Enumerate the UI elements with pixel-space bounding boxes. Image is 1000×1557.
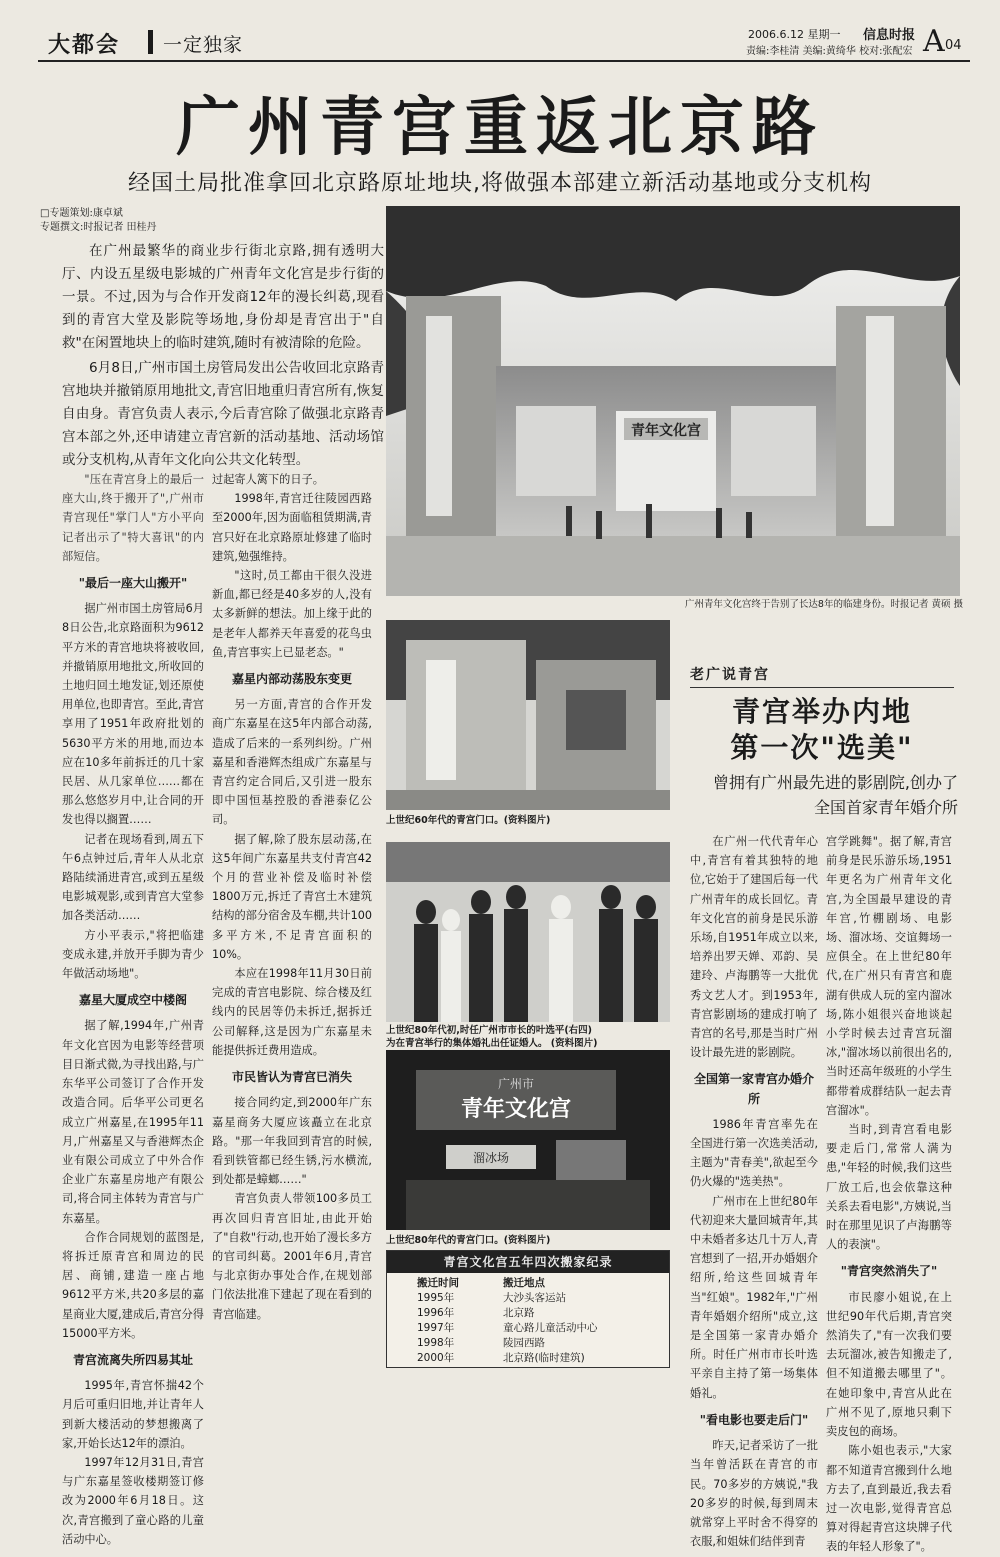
title-line: 第一次"选美" (730, 731, 914, 764)
lead-quote: "压在青宫身上的最后一座大山,终于搬开了",广州市青宫现任"掌门人"方小平向记者出示了"特大喜讯"的内部短信。 (62, 473, 204, 563)
table-cell: 1996年 (417, 1307, 455, 1319)
caption-line: 为在青宫举行的集体婚礼出任证婚人。 (资料图片) (386, 1038, 598, 1049)
relocation-table (386, 1250, 670, 1368)
paper-name: 信息时报 (863, 28, 916, 43)
text-column-2 (212, 470, 372, 1360)
body-paragraph: 过起寄人篱下的日子。 (212, 473, 324, 486)
table-cell: 北京路(临时建筑) (503, 1352, 585, 1364)
table-cell: 北京路 (503, 1307, 535, 1319)
section-heading: 嘉星内部动荡股东变更 (231, 672, 352, 687)
table-row (387, 1351, 669, 1366)
table-title: 青宫文化宫五年四次搬家纪录 (387, 1251, 669, 1273)
photo-caption (386, 1024, 670, 1050)
sidebar-kicker (690, 664, 954, 688)
body-paragraph: 据了解,除了股东层动荡,在这5年间广东嘉星共支付青宫42个月的营业补偿及临时补偿1800万元,拆迁了青宫土木建筑结构的部分宿舍及车棚,共计100多平方米,不足青宫面积的10%。 (212, 832, 372, 961)
masthead (38, 24, 970, 62)
body-paragraph: 1997年12月31日,青宫与广东嘉星签收楼期签订修改为2000年6月18日。这次,青宫搬到了童心路的儿童活动中心。 (62, 1455, 204, 1546)
body-paragraph: 昨天,记者采访了一批当年曾活跃在青宫的市民。70多岁的方姨说,"我20多岁的时候,每到周末就常穿上平时舍不得穿的衣服,和姐妹们结伴到青 (690, 1439, 818, 1549)
table-cell: 1998年 (417, 1337, 455, 1349)
article-intro (62, 240, 384, 474)
body-paragraph: 1998年,青宫迁往陵园西路至2000年,因为面临租赁期满,青宫只好在北京路原址修建了临时建筑,勉强维持。 (212, 492, 372, 563)
photo-caption: 上世纪60年代的青宫门口。(资料图片) (386, 815, 551, 826)
section-heading: "看电影也要走后门" (699, 1412, 809, 1427)
table-cell: 1995年 (417, 1292, 455, 1304)
section-heading: "青宫突然消失了" (840, 1264, 938, 1279)
body-paragraph: 方小平表示,"将把临建变成永建,并放开手脚为青少年做活动场地"。 (62, 928, 204, 981)
section-heading: 嘉星大厦成空中楼阁 (78, 993, 187, 1008)
section-subtitle: 一定独家 (163, 34, 244, 56)
credit-line: □专题策划:康卓斌 (40, 208, 123, 219)
text-column-1 (62, 470, 204, 1546)
section-heading: 全国第一家青宫办婚介所 (693, 1072, 814, 1106)
body-paragraph: 宫学跳舞"。据了解,青宫前身是民乐游乐场,1951年更名为广州青年文化宫,为全国最早建设的青年宫,竹棚剧场、电影场、溜冰场、交谊舞场一应俱全。在上世纪80年代,在广州只有青宫和鹿湖有供成人玩的室内溜冰场,陈小姐很兴奋地谈起小学时候去过青宫玩溜冰,"溜冰场以前很出名的,当时还高年级班的小学生都带着成群结队一起去青宫溜冰"。 (826, 835, 952, 1117)
table-header (387, 1273, 669, 1291)
credit-line: 专题撰文:时报记者 田桂丹 (40, 222, 157, 233)
issue-date: 2006.6.12 星期一 (748, 28, 841, 41)
section-name: 大都会 (48, 33, 121, 58)
table-cell: 陵园西路 (503, 1337, 545, 1349)
hall-sign: 青年文化宫 (631, 423, 701, 439)
body-paragraph: 在广州一代代青年心中,青宫有着其独特的地位,它始于了建国后每一代广州青年的成长回忆。青年文化宫的前身是民乐游乐场,自1951年成立以来,培养出罗天婵、邓韵、吴建玲、卢海鹏等一大批优秀文艺人才。到1953年,青宫影剧场的建成打响了青宫的名号,那是当时广州设计最先进的影剧院。 (690, 835, 818, 1060)
table-cell: 2000年 (417, 1352, 455, 1364)
intro-paragraph: 在广州最繁华的商业步行街北京路,拥有透明大厅、内设五星级电影城的广州青年文化宫是步行街的一景。不过,因为与合作开发商12年的漫长纠葛,现看到的青宫大堂及影院等场地,身份却是青宫出于"自救"在闲置地块上的临时建筑,随时有被清除的危险。 (62, 243, 384, 351)
caption-line: 上世纪80年代初,时任广州市市长的叶选平(右四) (386, 1025, 593, 1036)
article-credits (40, 207, 157, 235)
photo-1980s-wedding (386, 842, 670, 1022)
column-header: 搬迁地点 (503, 1277, 545, 1289)
sidebar-title (690, 694, 954, 766)
table-cell: 1997年 (417, 1322, 455, 1334)
body-paragraph: 青宫负责人带领100多员工再次回归青宫旧址,由此开始了"自救"行动,也开始了漫长多方的官司纠葛。2001年6月,青宫与北京街办事处合作,在规划部门依法批准下建起了现在看到的青宫临建。 (212, 1192, 372, 1321)
sidebar-column-1 (690, 832, 818, 1549)
page-number: 04 (945, 38, 962, 53)
table-row (387, 1336, 669, 1351)
body-paragraph: 陈小姐也表示,"大家都不知道青宫搬到什么地方去了,直到最近,我去看过一次电影,觉得青宫总算对得起青宫这块牌子代表的年轻人形象了"。 (826, 1444, 952, 1554)
photo-1980s-entrance (386, 1050, 670, 1230)
body-paragraph: 1995年,青宫怀揣42个月后可重归旧地,并让青年人到新大楼活动的梦想搬离了家,开始长达12年的漂泊。 (62, 1379, 204, 1450)
body-paragraph: 本应在1998年11月30日前完成的青宫电影院、综合楼及红线内的民居等仍未拆迁,据拆迁公司解释,这是因为广东嘉星未能提供拆迁费用造成。 (212, 967, 372, 1057)
photo-caption: 上世纪80年代的青宫门口。(资料图片) (386, 1235, 551, 1246)
table-row (387, 1321, 669, 1336)
sidebar-column-2 (826, 832, 952, 1554)
intro-paragraph: 6月8日,广州市国土房管局发出公告收回北京路青宫地块并撤销原用地批文,青宫旧地重归青宫所有,恢复自由身。青宫负责人表示,今后青宫除了做强北京路青宫本部之外,还申请建立青宫新的活动基地、活动场馆或分支机构,从青年文化向公共文化转型。 (62, 360, 384, 468)
body-paragraph: 接合同约定,到2000年广东嘉星商务大厦应该矗立在北京路。"那一年我回到青宫的时候,看到铁管都已经生锈,污水横流,到处都是蟑螂……" (212, 1096, 372, 1187)
body-paragraph: 记者在现场看到,周五下午6点钟过后,青年人从北京路陆续涌进青宫,或到五星级电影城观影,或到青宫大堂参加各类活动…… (62, 832, 204, 923)
table-cell: 童心路儿童活动中心 (503, 1322, 598, 1334)
body-paragraph: "这时,员工都由干很久没进新血,都已经是40多岁的人,没有太多新鲜的想法。加上缘于此的是老年人都养天年喜爱的花鸟虫鱼,青宫事实上已显老态。" (212, 569, 372, 659)
section-heading: 青宫流离失所四易其址 (72, 1352, 193, 1367)
page-letter: A (923, 24, 945, 59)
body-paragraph: 市民廖小姐说,在上世纪90年代后期,青宫突然消失了,"有一次我们要去玩溜冰,被告知搬走了,但不知道搬去哪里了"。在她印象中,青宫从此在广州不见了,原地只剩下卖皮包的商场。 (826, 1290, 952, 1439)
kicker-label: 老广说青宫 (690, 667, 770, 683)
table-cell: 大沙头客运站 (503, 1292, 566, 1304)
sidebar-subtitle: 曾拥有广州最先进的影剧院,创办了全国首家青年婚介所 (712, 773, 958, 817)
headline: 广州青宫重返北京路 (176, 90, 824, 165)
subheadline: 经国土局批准拿回北京路原址地块,将做强本部建立新活动基地或分支机构 (128, 171, 872, 196)
section-heading: 市民皆认为青宫已消失 (231, 1070, 352, 1085)
body-paragraph: 合作合同规划的蓝图是,将拆迁原青宫和周边的民居、商铺,建造一座占地9612平方米,共20多层的嘉星商业大厦,建成后,青宫分得15000平方米。 (62, 1230, 204, 1340)
column-header: 搬迁时间 (417, 1277, 459, 1289)
editor-credits: 责编:李桂清 美编:黄绮华 校对:张配宏 (746, 46, 913, 57)
body-paragraph: 据广州市国土房管局6月8日公告,北京路面积为9612平方米的青宫地块将被收回,并撤销原用地批文,所收回的土地归回土地发证,划还原使用单位,也即青宫。至此,青宫享用了1951年政府批划的5630平方米的用地,而边本应在10多年前拆迁的几十家民居、从几家单位……都在那么悠悠岁月中,让合同的开发也得以搁置…… (62, 602, 204, 827)
body-paragraph: 1986年青宫率先在全国进行第一次选美活动,主题为"青春美",欲起至今仍火爆的"选美热"。 (690, 1117, 818, 1189)
photo-1960s-entrance (386, 620, 670, 810)
title-line: 青宫举办内地 (731, 695, 912, 728)
table-row (387, 1291, 669, 1306)
body-paragraph: 当时,到青宫看电影要走后门,常常人满为患,"年轻的时候,我们这些厂放工后,也会依靠这种关系去看电影",方姨说,当时在那里见识了卢海鹏等人的表演"。 (826, 1123, 952, 1252)
body-paragraph: 另一方面,青宫的合作开发商广东嘉星在这5年内部合动荡,造成了后来的一系列纠纷。广州嘉星和香港辉杰组成广东嘉星与青宫约定合同后,又引进一股东即中国恒基控股的香港泰亿公司。 (212, 698, 372, 827)
section-divider (148, 30, 153, 54)
main-photo-caption: 广州青年文化宫终于告别了长达8年的临建身份。时报记者 黄硕 摄 (684, 599, 963, 610)
body-paragraph: 广州市在上世纪80年代初迎来大量回城青年,其中未婚者多达几十万人,青宫想到了一招,开办婚姻介绍所,给这些回城青年当"红娘"。1982年,"广州青年婚姻介绍所"成立,这是全国第一家青办婚介所。时任广州市市长叶选平亲自主持了第一场集体婚礼。 (690, 1194, 818, 1400)
table-row (387, 1306, 669, 1321)
building-sign-top: 广州市 (497, 1077, 535, 1091)
rink-sign: 溜冰场 (472, 1151, 510, 1165)
building-sign: 青年文化宫 (460, 1096, 572, 1122)
body-paragraph: 据了解,1994年,广州青年文化宫因为电影等经营项目日渐式微,为寻找出路,与广东华平公司签订了合作开发改造合同。后华平公司更名成立广州嘉星,在1995年11月,广州嘉星又与香港辉杰企业有限公司成立了中外合作企业广东嘉星房地产有限公司,将合同主体转为青宫与广东嘉星。 (62, 1019, 204, 1225)
main-photo (386, 206, 960, 596)
section-heading: "最后一座大山搬开" (78, 576, 188, 591)
